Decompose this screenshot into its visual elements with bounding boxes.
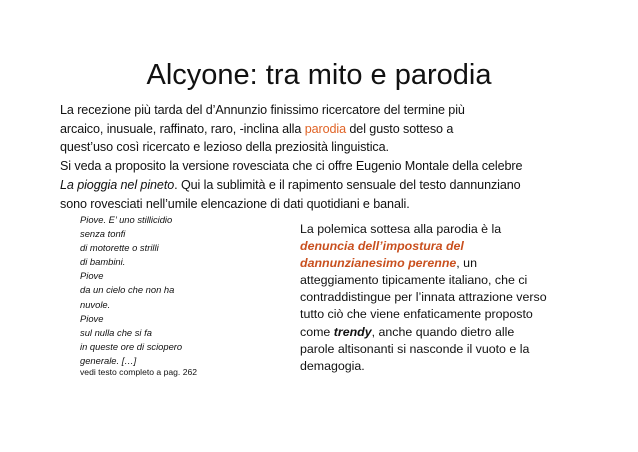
poem-line: da un cielo che non ha [80, 284, 175, 296]
poem-line: Piove [80, 312, 104, 324]
trendy-emphasis: trendy [333, 324, 372, 339]
intro-line-6: sono rovesciati nell’umile elencazione di dati quotidiani e banali. [60, 196, 410, 211]
poem-line: Piove. E’ uno stillicidio [80, 214, 173, 225]
commentary-lead: La polemica sottesa alla parodia è la [300, 222, 502, 236]
intro-line-1: La recezione più tarda del d’Annunzio finissimo ricercatore del termine più [60, 103, 465, 117]
intro-line-5b: . Qui la sublimità e il rapimento sensuale del testo dannunziano [174, 177, 521, 192]
poem-line: generale. […] [80, 354, 137, 366]
poem-line: senza tonfi [80, 228, 126, 240]
poem-line: nuvole. [80, 298, 111, 310]
poem-line: sul nulla che si fa [80, 326, 152, 338]
poem-title-italic: La pioggia nel pineto [60, 177, 175, 192]
slide-title: Alcyone: tra mito e parodia [146, 59, 492, 91]
poem-line: in queste ore di sciopero [80, 340, 183, 352]
commentary-highlight: denuncia dell’impostura del dannunzianesimo perenne [300, 239, 464, 271]
intro-line-2b: del gusto sotteso a [346, 121, 454, 136]
commentary-block [300, 221, 550, 375]
poem-excerpt [80, 213, 280, 368]
intro-line-2a: arcaico, inusuale, raffinato, raro, -inclina alla [60, 121, 305, 136]
intro-line-4: Si veda a proposito la versione rovesciata che ci offre Eugenio Montale della celebre [60, 159, 523, 174]
commentary-tail: , anche quando dietro alle parole altisonanti si nasconde il vuoto e la demagogia. [300, 324, 530, 373]
intro-paragraph [60, 101, 580, 213]
poem-line: di bambini. [80, 256, 126, 268]
commentary-middle: , un atteggiamento tipicamente italiano, che ci contraddistingue per l’innata attrazione verso tutto ciò che viene enfaticamente proposto come [300, 256, 547, 339]
parodia-highlight: parodia [304, 121, 346, 136]
poem-line: di motorette o strilli [80, 242, 159, 254]
page-reference: vedi testo completo a pag. 262 [80, 367, 198, 377]
poem-line: Piove [80, 270, 104, 282]
intro-line-3: quest’uso così ricercato e lezioso della preziosità linguistica. [60, 140, 389, 155]
